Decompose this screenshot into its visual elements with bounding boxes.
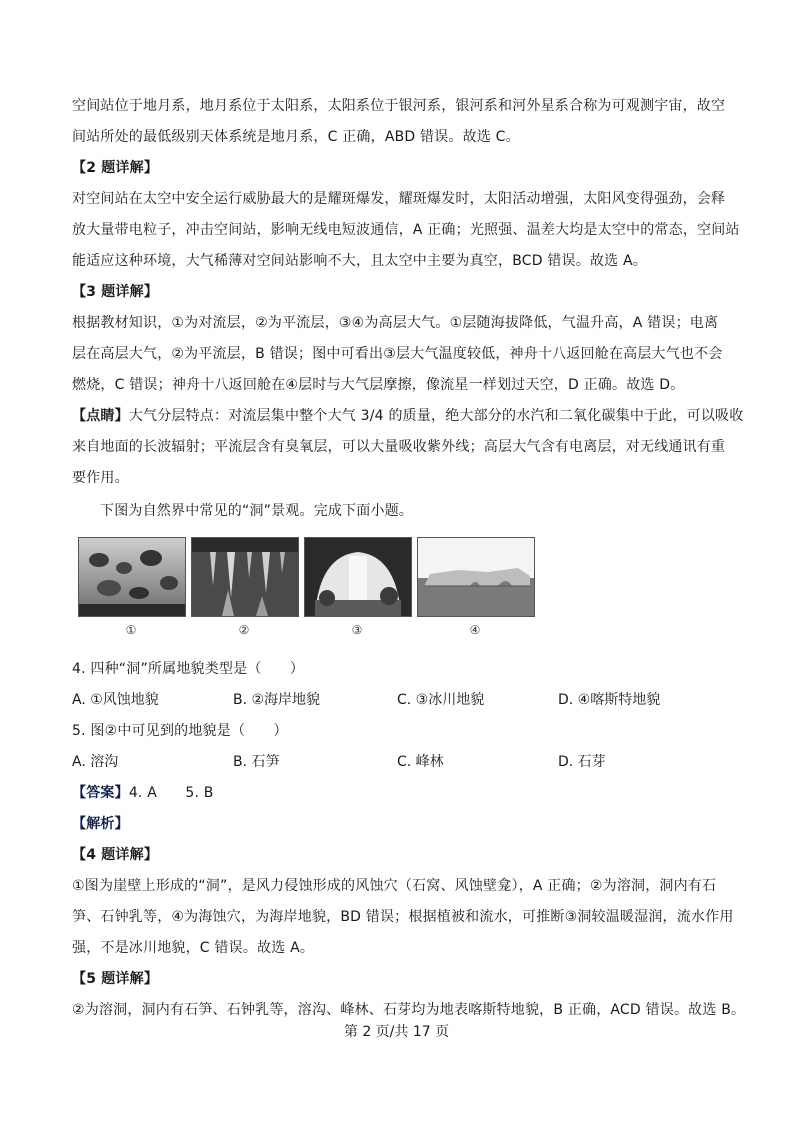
q4-detail-line-2: 笋、石钟乳等，④为海蚀穴，为海岸地貌，BD 错误；根据植被和流水，可推断③洞较温暖湿润，流水作用 bbox=[72, 909, 734, 925]
q3-line-3: 燃烧，C 错误；神舟十八返回舱在④层时与大气层摩擦，像流星一样划过天空，D 正确。故选 D。 bbox=[72, 377, 685, 393]
photo-caption-2: ② bbox=[238, 623, 250, 637]
tips-line-2: 来自地面的长波辐射；平流层含有臭氧层，可以大量吸收紫外线；高层大气含有电离层，对无线通讯有重 bbox=[72, 439, 726, 455]
photo-waterfall-cave bbox=[304, 537, 412, 617]
q2-line-3: 能适应这种环境，大气稀薄对空间站影响不大，且太空中主要为真空，BCD 错误。故选 A。 bbox=[72, 253, 647, 269]
page-footer: 第 2 页/共 17 页 bbox=[343, 1024, 450, 1040]
q4-option-b: B. ②海岸地貌 bbox=[233, 692, 321, 708]
q4-detail-header: 【4 题详解】 bbox=[72, 847, 159, 863]
q5-option-d: D. 石芽 bbox=[558, 754, 606, 770]
photo-wind-erosion-cave bbox=[78, 537, 186, 617]
q3-line-2: 层在高层大气，②为平流层，B 错误；图中可看出③层大气温度较低，神舟十八返回舱在高层大气也不会 bbox=[72, 346, 723, 362]
q5-option-a: A. 溶沟 bbox=[72, 754, 119, 770]
tips-line-1 bbox=[72, 401, 744, 432]
landform-photo-strip bbox=[78, 537, 538, 643]
tips-line-3: 要作用。 bbox=[72, 470, 129, 486]
q5-detail-line-1: ②为溶洞，洞内有石笋、石钟乳等，溶沟、峰林、石芽均为地表喀斯特地貌，B 正确，ACD 错误。故选 B。 bbox=[72, 1002, 746, 1018]
intro-line-2: 间站所处的最低级别天体系统是地月系，C 正确，ABD 错误。故选 C。 bbox=[72, 129, 520, 145]
intro-line-1: 空间站位于地月系，地月系位于太阳系，太阳系位于银河系，银河系和河外星系合称为可观测宇宙，故空 bbox=[72, 98, 726, 114]
q3-detail-header: 【3 题详解】 bbox=[72, 284, 159, 300]
analysis-label: 【解析】 bbox=[72, 816, 129, 832]
q4-option-a: A. ①风蚀地貌 bbox=[72, 692, 159, 708]
answer-label: 【答案】 bbox=[72, 785, 129, 801]
q5-option-b: B. 石笋 bbox=[233, 754, 280, 770]
q4-stem: 4. 四种“洞”所属地貌类型是（ ） bbox=[72, 661, 305, 677]
tips-first-text: 大气分层特点：对流层集中整个大气 3/4 的质量，绝大部分的水汽和二氧化碳集中于此，可以吸收 bbox=[128, 408, 744, 424]
q2-line-1: 对空间站在太空中安全运行威胁最大的是耀斑爆发，耀斑爆发时，太阳活动增强，太阳风变得强劲，会释 bbox=[72, 191, 726, 207]
photo-caption-3: ③ bbox=[351, 623, 363, 637]
q5-detail-header: 【5 题详解】 bbox=[72, 971, 159, 987]
q2-line-2: 放大量带电粒子，冲击空间站，影响无线电短波通信，A 正确；光照强、温差大均是太空中的常态，空间站 bbox=[72, 222, 740, 238]
answer-value: 4. A 5. B bbox=[128, 785, 214, 801]
photo-sea-arch bbox=[417, 537, 535, 617]
photo-caption-4: ④ bbox=[469, 623, 481, 637]
q4-option-c: C. ③冰川地貌 bbox=[397, 692, 485, 708]
question-stem: 下图为自然界中常见的“洞”景观。完成下面小题。 bbox=[100, 503, 414, 519]
q4-detail-line-1: ①图为崖壁上形成的“洞”，是风力侵蚀形成的风蚀穴（石窝、风蚀壁龛），A 正确；②为溶洞，洞内有石 bbox=[72, 878, 717, 894]
q5-option-c: C. 峰林 bbox=[397, 754, 444, 770]
tips-label: 【点睛】 bbox=[72, 408, 129, 424]
q4-detail-line-3: 强，不是冰川地貌，C 错误。故选 A。 bbox=[72, 940, 315, 956]
photo-caption-1: ① bbox=[125, 623, 137, 637]
q3-line-1: 根据教材知识，①为对流层，②为平流层，③④为高层大气。①层随海拔降低，气温升高，A 错误；电离 bbox=[72, 315, 719, 331]
q2-detail-header: 【2 题详解】 bbox=[72, 160, 159, 176]
answer-line bbox=[72, 778, 727, 809]
q4-option-d: D. ④喀斯特地貌 bbox=[558, 692, 661, 708]
photo-karst-cave bbox=[191, 537, 299, 617]
q5-stem: 5. 图②中可见到的地貌是（ ） bbox=[72, 723, 288, 739]
